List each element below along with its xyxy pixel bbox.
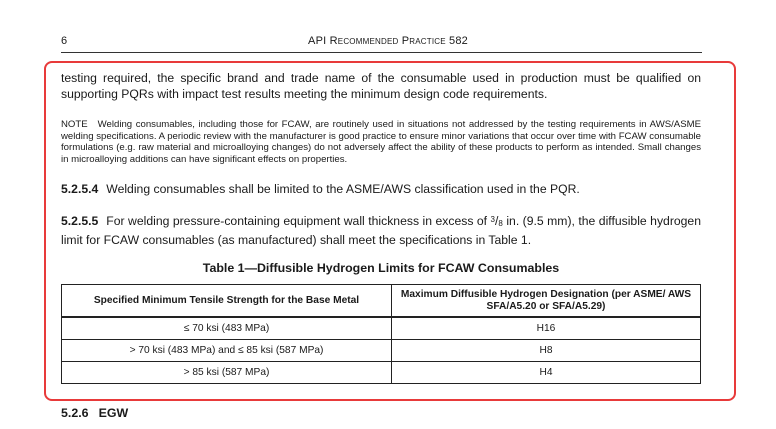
table-header-cell: Specified Minimum Tensile Strength for the Base Metal (62, 285, 392, 318)
clause-number: 5.2.5.5 (61, 214, 99, 229)
clause-5-2-5-4 (61, 181, 701, 197)
header-rule (61, 52, 702, 53)
table-cell: H16 (392, 317, 701, 340)
clause-text-before: For welding pressure-containing equipment wall thickness in excess of (106, 214, 488, 229)
note-text: Welding consumables, including those for FCAW, are routinely used in situations not addressed by the testing requirements in AWS/ASME welding specifications. A periodic review with the manufacturer is good practice to ensure minor variations that occur over time with FCAW consumable formulations (e.g. raw material and microalloying changes) do not adversely affect the ability of these products to perform as intended. Small changes in microalloying additions can have significant effects on properties. (61, 119, 701, 165)
table-cell: > 85 ksi (587 MPa) (62, 362, 392, 384)
fraction-numerator: 3 (490, 215, 495, 225)
table-header-row (62, 285, 701, 318)
clause-text-after: in. (9.5 mm), the diffusible hydrogen limit for FCAW consumables (as manufactured) shall meet the specifications in Table 1. (61, 214, 701, 248)
running-head-title: Recommended Practice 582 (329, 35, 468, 47)
fraction-denominator: 8 (498, 219, 503, 229)
table-cell: H8 (392, 340, 701, 362)
hydrogen-limits-table (61, 284, 701, 384)
table-cell: ≤ 70 ksi (483 MPa) (62, 317, 392, 340)
table-header-cell: Maximum Diffusible Hydrogen Designation (per ASME/ AWS SFA/A5.20 or SFA/A5.29) (392, 285, 701, 318)
clause-number: 5.2.5.4 (61, 182, 99, 197)
running-head (0, 35, 776, 47)
table-cell: > 70 ksi (483 MPa) and ≤ 85 ksi (587 MPa) (62, 340, 392, 362)
clause-text: Welding consumables shall be limited to the ASME/AWS classification used in the PQR. (106, 182, 580, 197)
page-number: 6 (61, 35, 68, 47)
note-label: NOTE (61, 119, 88, 130)
table-row (62, 317, 701, 340)
intro-paragraph: testing required, the specific brand and trade name of the consumable used in production must be qualified on supporting PQRs with impact test results meeting the minimum design code requirements. (61, 71, 701, 101)
clause-5-2-5-5: 5.2.5.5 For welding pressure-containing equipment wall thickness in excess of $^3$/8 in. (9.5 mm), the diffusible hydrogen limit for FCAW consumables (as manufactured) shall meet the specifications in Table 1. (61, 214, 701, 248)
table-row (62, 340, 701, 362)
document-content (61, 70, 701, 384)
section-number: 5.2.6 (61, 406, 89, 420)
section-title: EGW (98, 406, 129, 420)
running-head-prefix: API (308, 35, 327, 47)
table-row (62, 362, 701, 384)
table-cell: H4 (392, 362, 701, 384)
table-title: Table 1—Diffusible Hydrogen Limits for FCAW Consumables (202, 261, 560, 276)
note-paragraph (61, 119, 701, 165)
section-heading-5-2-6 (61, 406, 128, 420)
